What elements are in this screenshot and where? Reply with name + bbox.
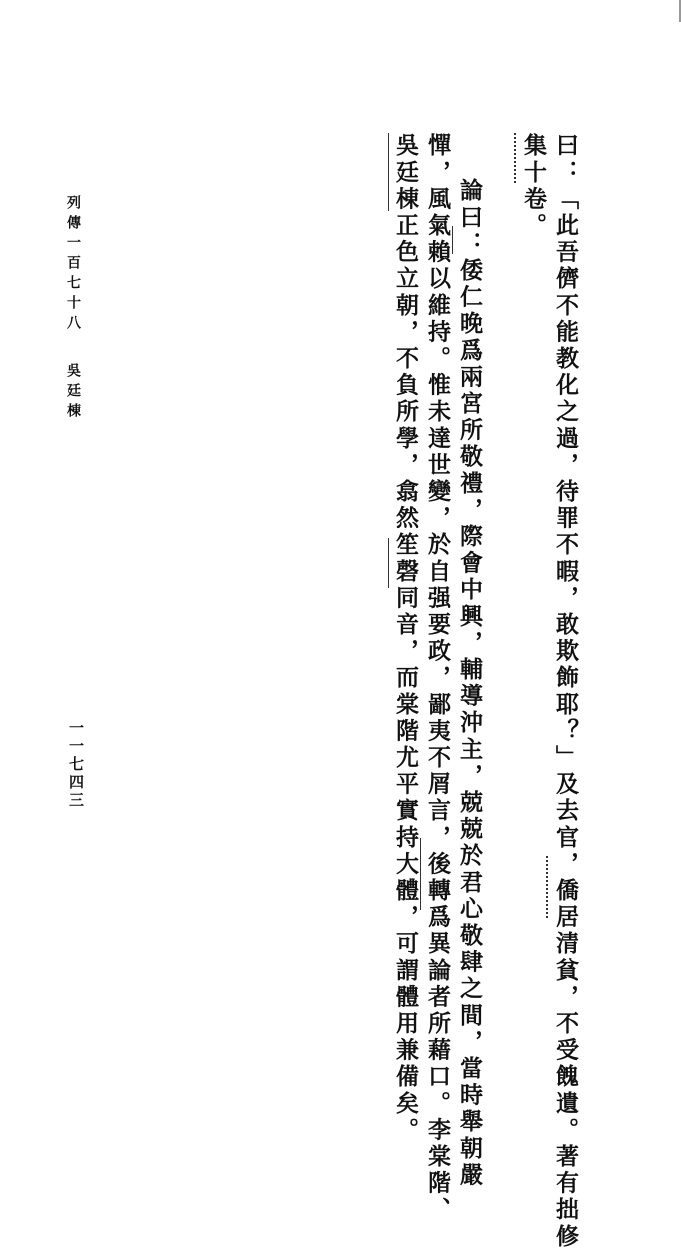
proper-name-mark <box>452 226 457 254</box>
book-title-mark <box>546 856 552 918</box>
proper-name-mark <box>420 838 425 910</box>
text-column-5: 吳廷棟正色立朝，不負所學，翕然笙磬同音，而棠階尤平實持大體，可謂體用兼備矣。 <box>392 133 419 1144</box>
text-column-3: 論曰：倭仁晚爲兩宮所敬禮，際會中興，輔導沖主，兢兢於君心敬肆之間，當時舉朝嚴 <box>456 178 483 1189</box>
running-header <box>66 195 80 423</box>
subject-name: 吳廷棟 <box>65 363 81 423</box>
page-number: 一一七四三 <box>67 720 85 810</box>
proper-name-mark <box>388 538 393 588</box>
text-column-4: 憚，風氣賴以維持。惟未達世變，於自强要政，鄙夷不屑言，後轉爲異論者所藉口。李棠階、 <box>424 133 451 1224</box>
text-column-2: 集十卷。 <box>520 133 547 240</box>
proper-name-mark <box>388 133 393 211</box>
text-column-1: 曰：「此吾儕不能教化之過，待罪不暇，敢欺飾耶？」及去官，僑居清貧，不受餽遺。著有拙修 <box>552 133 579 1250</box>
section-title: 列傳一百七十八 <box>65 195 81 335</box>
book-title-mark <box>514 133 520 183</box>
